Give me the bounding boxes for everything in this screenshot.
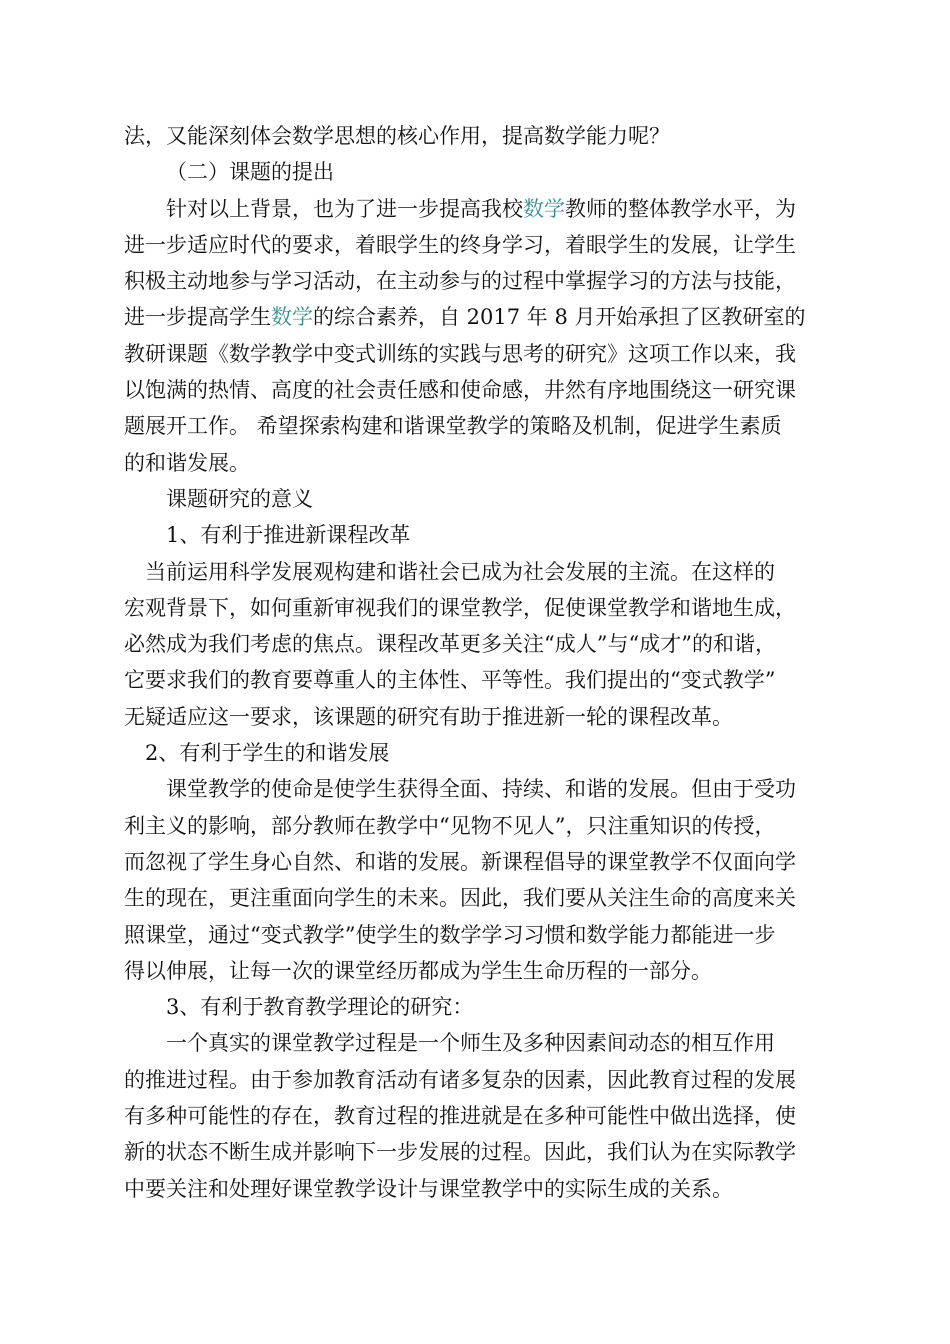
text-line <box>124 191 834 227</box>
text-segment: 进一步适应时代的要求，着眼学生的终身学习，着眼学生的发展，让学生 <box>124 232 796 257</box>
text-segment: 宏观背景下，如何重新审视我们的课堂教学，促使课堂教学和谐地生成， <box>124 595 796 620</box>
text-line <box>124 699 834 735</box>
text-line <box>124 372 834 408</box>
text-segment: 无疑适应这一要求，该课题的研究有助于推进新一轮的课程改革。 <box>124 704 733 729</box>
text-line <box>124 662 834 698</box>
text-line <box>124 1098 834 1134</box>
text-segment: 新的状态不断生成并影响下一步发展的过程。因此，我们认为在实际教学 <box>124 1140 796 1165</box>
text-line <box>124 408 834 444</box>
text-line <box>124 517 834 553</box>
text-segment: 必然成为我们考虑的焦点。课程改革更多关注“成人”与“成才”的和谐， <box>124 632 776 657</box>
text-line <box>124 299 834 335</box>
text-line <box>124 154 834 190</box>
text-segment: 以饱满的热情、高度的社会责任感和使命感，井然有序地围绕这一研究课 <box>124 378 796 403</box>
text-line <box>124 771 834 807</box>
text-line <box>124 481 834 517</box>
text-segment: 题展开工作。 希望探索构建和谐课堂教学的策略及机制，促进学生素质 <box>124 414 782 439</box>
text-segment: 1、有利于推进新课程改革 <box>166 523 411 548</box>
text-segment: 它要求我们的教育要尊重人的主体性、平等性。我们提出的“变式教学” <box>124 668 776 693</box>
text-line <box>124 626 834 662</box>
text-segment: 针对以上背景，也为了进一步提高我校 <box>166 196 523 221</box>
text-segment: 的综合素养，自 2017 年 8 月开始承担了区教研室的 <box>313 305 806 330</box>
text-segment: 有多种可能性的存在，教育过程的推进就是在多种可能性中做出选择，使 <box>124 1104 796 1129</box>
text-segment: 教师的整体教学水平，为 <box>565 196 796 221</box>
text-line <box>124 735 834 771</box>
text-line <box>124 953 834 989</box>
highlighted-term: 数学 <box>271 305 313 330</box>
text-line <box>124 1025 834 1061</box>
text-segment: 而忽视了学生身心自然、和谐的发展。新课程倡导的课堂教学不仅面向学 <box>124 849 796 874</box>
text-line <box>124 336 834 372</box>
text-line <box>124 445 834 481</box>
text-line <box>124 917 834 953</box>
text-segment: （二）课题的提出 <box>166 160 334 185</box>
text-segment: 积极主动地参与学习活动，在主动参与的过程中掌握学习的方法与技能， <box>124 269 796 294</box>
text-segment: 3、有利于教育教学理论的研究： <box>166 995 474 1020</box>
text-segment: 法，又能深刻体会数学思想的核心作用，提高数学能力呢？ <box>124 124 670 148</box>
text-segment: 得以伸展，让每一次的课堂经历都成为学生生命历程的一部分。 <box>124 958 712 983</box>
text-segment: 利主义的影响，部分教师在教学中“见物不见人”，只注重知识的传授， <box>124 813 776 838</box>
text-segment: 教研课题《数学教学中变式训练的实践与思考的研究》这项工作以来，我 <box>124 341 796 366</box>
highlighted-term: 数学 <box>523 196 565 221</box>
text-segment: 照课堂，通过“变式教学”使学生的数学学习习惯和数学能力都能进一步 <box>124 922 776 947</box>
text-line <box>124 227 834 263</box>
text-segment: 的推进过程。由于参加教育活动有诸多复杂的因素，因此教育过程的发展 <box>124 1067 796 1092</box>
text-segment: 课题研究的意义 <box>166 486 313 511</box>
text-line <box>124 1171 834 1207</box>
document-body <box>124 118 834 1207</box>
text-segment: 课堂教学的使命是使学生获得全面、持续、和谐的发展。但由于受功 <box>166 777 796 802</box>
text-segment: 2、有利于学生的和谐发展 <box>145 741 390 766</box>
text-line <box>124 263 834 299</box>
text-segment: 生的现在，更注重面向学生的未来。因此，我们要从关注生命的高度来关 <box>124 886 796 911</box>
text-line <box>124 554 834 590</box>
text-line <box>124 989 834 1025</box>
text-segment: 一个真实的课堂教学过程是一个师生及多种因素间动态的相互作用 <box>166 1031 775 1056</box>
text-segment: 中要关注和处理好课堂教学设计与课堂教学中的实际生成的关系。 <box>124 1176 733 1201</box>
text-line <box>124 1134 834 1170</box>
text-line <box>124 880 834 916</box>
text-line <box>124 808 834 844</box>
text-line <box>124 844 834 880</box>
text-line <box>124 590 834 626</box>
text-segment: 的和谐发展。 <box>124 450 250 475</box>
text-line <box>124 1062 834 1098</box>
text-line <box>124 118 834 154</box>
text-segment: 进一步提高学生 <box>124 305 271 330</box>
text-segment: 当前运用科学发展观构建和谐社会已成为社会发展的主流。在这样的 <box>145 559 775 584</box>
